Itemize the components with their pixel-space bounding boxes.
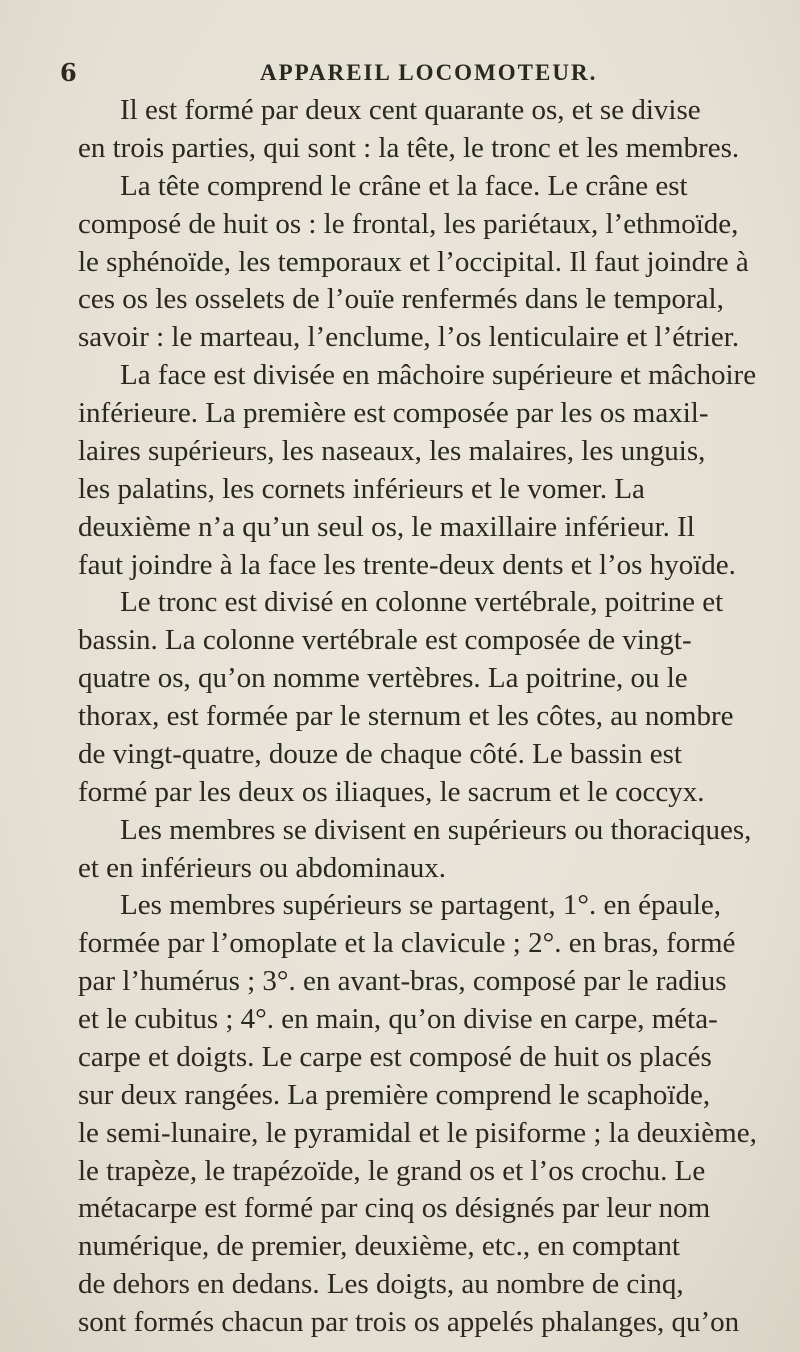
text-line: laires supérieurs, les naseaux, les malaires, les unguis, bbox=[78, 434, 706, 467]
text-line: savoir : le marteau, l’enclume, l’os lenticulaire et l’étrier. bbox=[78, 321, 740, 354]
page-number: 6 bbox=[60, 58, 77, 87]
text-line: formée par l’omoplate et la clavicule ; 2°. en bras, formé bbox=[78, 927, 736, 960]
text-line: sur deux rangées. La première comprend le scaphoïde, bbox=[78, 1078, 711, 1111]
text-line: par l’humérus ; 3°. en avant-bras, composé par le radius bbox=[78, 965, 727, 998]
text-line: La tête comprend le crâne et la face. Le crâne est bbox=[120, 169, 688, 202]
text-line: carpe et doigts. Le carpe est composé de huit os placés bbox=[78, 1040, 712, 1073]
text-line: quatre os, qu’on nomme vertèbres. La poitrine, ou le bbox=[78, 662, 688, 695]
text-line: formé par les deux os iliaques, le sacrum et le coccyx. bbox=[78, 775, 705, 808]
text-line: en trois parties, qui sont : la tête, le tronc et les membres. bbox=[78, 131, 740, 164]
text-line: de dehors en dedans. Les doigts, au nombre de cinq, bbox=[78, 1268, 684, 1301]
text-line: composé de huit os : le frontal, les pariétaux, l’ethmoïde, bbox=[78, 207, 739, 240]
text-line: ces os les osselets de l’ouïe renfermés dans le temporal, bbox=[78, 283, 724, 316]
text-line: sont formés chacun par trois os appelés phalanges, qu’on bbox=[78, 1306, 740, 1339]
text-line: inférieure. La première est composée par les os maxil- bbox=[78, 397, 709, 430]
text-line: le semi-lunaire, le pyramidal et le pisiforme ; la deuxième, bbox=[78, 1116, 757, 1149]
text-line: faut joindre à la face les trente-deux dents et l’os hyoïde. bbox=[78, 548, 736, 581]
text-line: thorax, est formée par le sternum et les côtes, au nombre bbox=[78, 700, 734, 733]
text-line: numérique, de premier, deuxième, etc., en comptant bbox=[78, 1230, 680, 1263]
text-line: le sphénoïde, les temporaux et l’occipital. Il faut joindre à bbox=[78, 245, 749, 278]
text-line: La face est divisée en mâchoire supérieure et mâchoire bbox=[120, 359, 757, 392]
text-line: Les membres supérieurs se partagent, 1°. en épaule, bbox=[120, 889, 722, 922]
text-line: Les membres se divisent en supérieurs ou thoraciques, bbox=[120, 813, 752, 846]
text-line: le trapèze, le trapézoïde, le grand os et l’os crochu. Le bbox=[78, 1154, 706, 1187]
text-line: et en inférieurs ou abdominaux. bbox=[78, 851, 447, 884]
text-line: Il est formé par deux cent quarante os, et se divise bbox=[120, 94, 701, 126]
running-head: APPAREIL LOCOMOTEUR. bbox=[260, 60, 598, 85]
text-line: de vingt-quatre, douze de chaque côté. Le bassin est bbox=[78, 737, 682, 770]
text-line: métacarpe est formé par cinq os désignés par leur nom bbox=[78, 1192, 711, 1225]
text-line: deuxième n’a qu’un seul os, le maxillaire inférieur. Il bbox=[78, 510, 695, 543]
text-line: les palatins, les cornets inférieurs et le vomer. La bbox=[78, 472, 645, 505]
page-header bbox=[60, 58, 760, 90]
text-line: et le cubitus ; 4°. en main, qu’on divise en carpe, méta- bbox=[78, 1003, 718, 1036]
text-line: Le tronc est divisé en colonne vertébrale, poitrine et bbox=[120, 586, 724, 619]
text-line: bassin. La colonne vertébrale est composée de vingt- bbox=[78, 624, 692, 657]
